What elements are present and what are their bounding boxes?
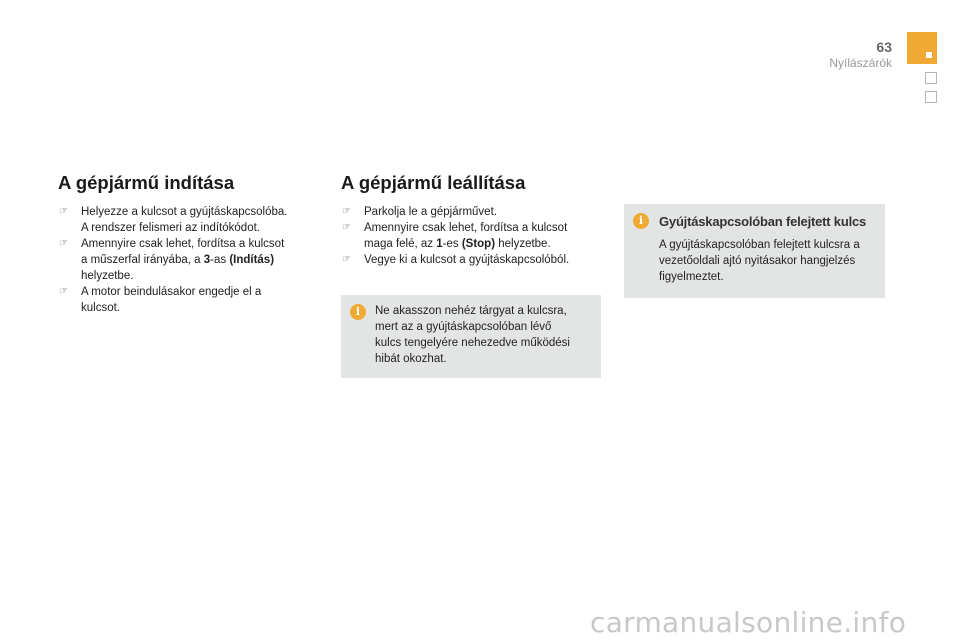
chapter-tab-2[interactable]	[925, 72, 937, 84]
chapter-tab-3[interactable]	[925, 91, 937, 103]
forgotten-key-info-box	[624, 204, 885, 298]
warning-info-box	[341, 295, 601, 378]
info-icon: i	[350, 304, 366, 320]
info-icon: i	[633, 213, 649, 229]
list-item	[59, 284, 319, 316]
step-text: Helyezze a kulcsot a gyújtáskapcsolóba.	[81, 206, 288, 218]
section-label: Nyílászárók	[829, 56, 892, 70]
step-text: A rendszer felismeri az indítókódot.	[81, 222, 260, 234]
list-item	[342, 220, 602, 252]
starting-title: A gépjármű indítása	[58, 172, 235, 193]
arrow-bullet-icon: ☞	[342, 206, 351, 217]
step-text: -es	[442, 238, 462, 250]
step-text: Parkolja le a gépjárművet.	[364, 206, 497, 218]
forgotten-key-text: A gyújtáskapcsolóban felejtett kulcsra a vezetőoldali ajtó nyitásakor hangjelzés figyelmeztet.	[659, 239, 860, 283]
step-text: Vegye ki a kulcsot a gyújtáskapcsolóból.	[364, 254, 570, 266]
watermark: carmanualsonline.info	[590, 606, 907, 639]
tab-marker-icon	[926, 52, 932, 58]
step-text: A motor beindulásakor engedje el a	[81, 286, 262, 298]
step-text: Amennyire csak lehet, fordítsa a kulcsot	[81, 238, 285, 250]
box-title: Gyújtáskapcsolóban felejtett kulcs	[659, 214, 867, 229]
position-name: (Indítás)	[229, 254, 275, 266]
step-text: a műszerfal irányába, a	[81, 254, 204, 266]
page-number: 63	[876, 39, 892, 55]
stopping-steps-list	[342, 204, 602, 268]
step-text: -as	[210, 254, 230, 266]
arrow-bullet-icon: ☞	[59, 238, 68, 249]
position-number: 1	[436, 238, 443, 250]
step-text: helyzetbe.	[495, 238, 551, 250]
arrow-bullet-icon: ☞	[342, 254, 351, 265]
step-text: maga felé, az	[364, 238, 437, 250]
starting-steps-list	[59, 204, 319, 316]
list-item	[59, 204, 319, 236]
step-text: helyzetbe.	[81, 270, 134, 282]
position-name: (Stop)	[461, 238, 496, 250]
list-item	[59, 236, 319, 284]
list-item	[342, 204, 602, 220]
warning-text: Ne akasszon nehéz tárgyat a kulcsra, mert az a gyújtáskapcsolóban lévő kulcs tengelyére nehezedve működési hibát okozhat.	[375, 305, 570, 365]
arrow-bullet-icon: ☞	[342, 222, 351, 233]
arrow-bullet-icon: ☞	[59, 206, 68, 217]
chapter-tab-active[interactable]	[907, 32, 937, 64]
position-number: 3	[203, 254, 211, 266]
list-item	[342, 252, 602, 268]
arrow-bullet-icon: ☞	[59, 286, 68, 297]
stopping-title: A gépjármű leállítása	[341, 172, 526, 193]
step-text: Amennyire csak lehet, fordítsa a kulcsot	[364, 222, 568, 234]
step-text: kulcsot.	[81, 302, 120, 314]
